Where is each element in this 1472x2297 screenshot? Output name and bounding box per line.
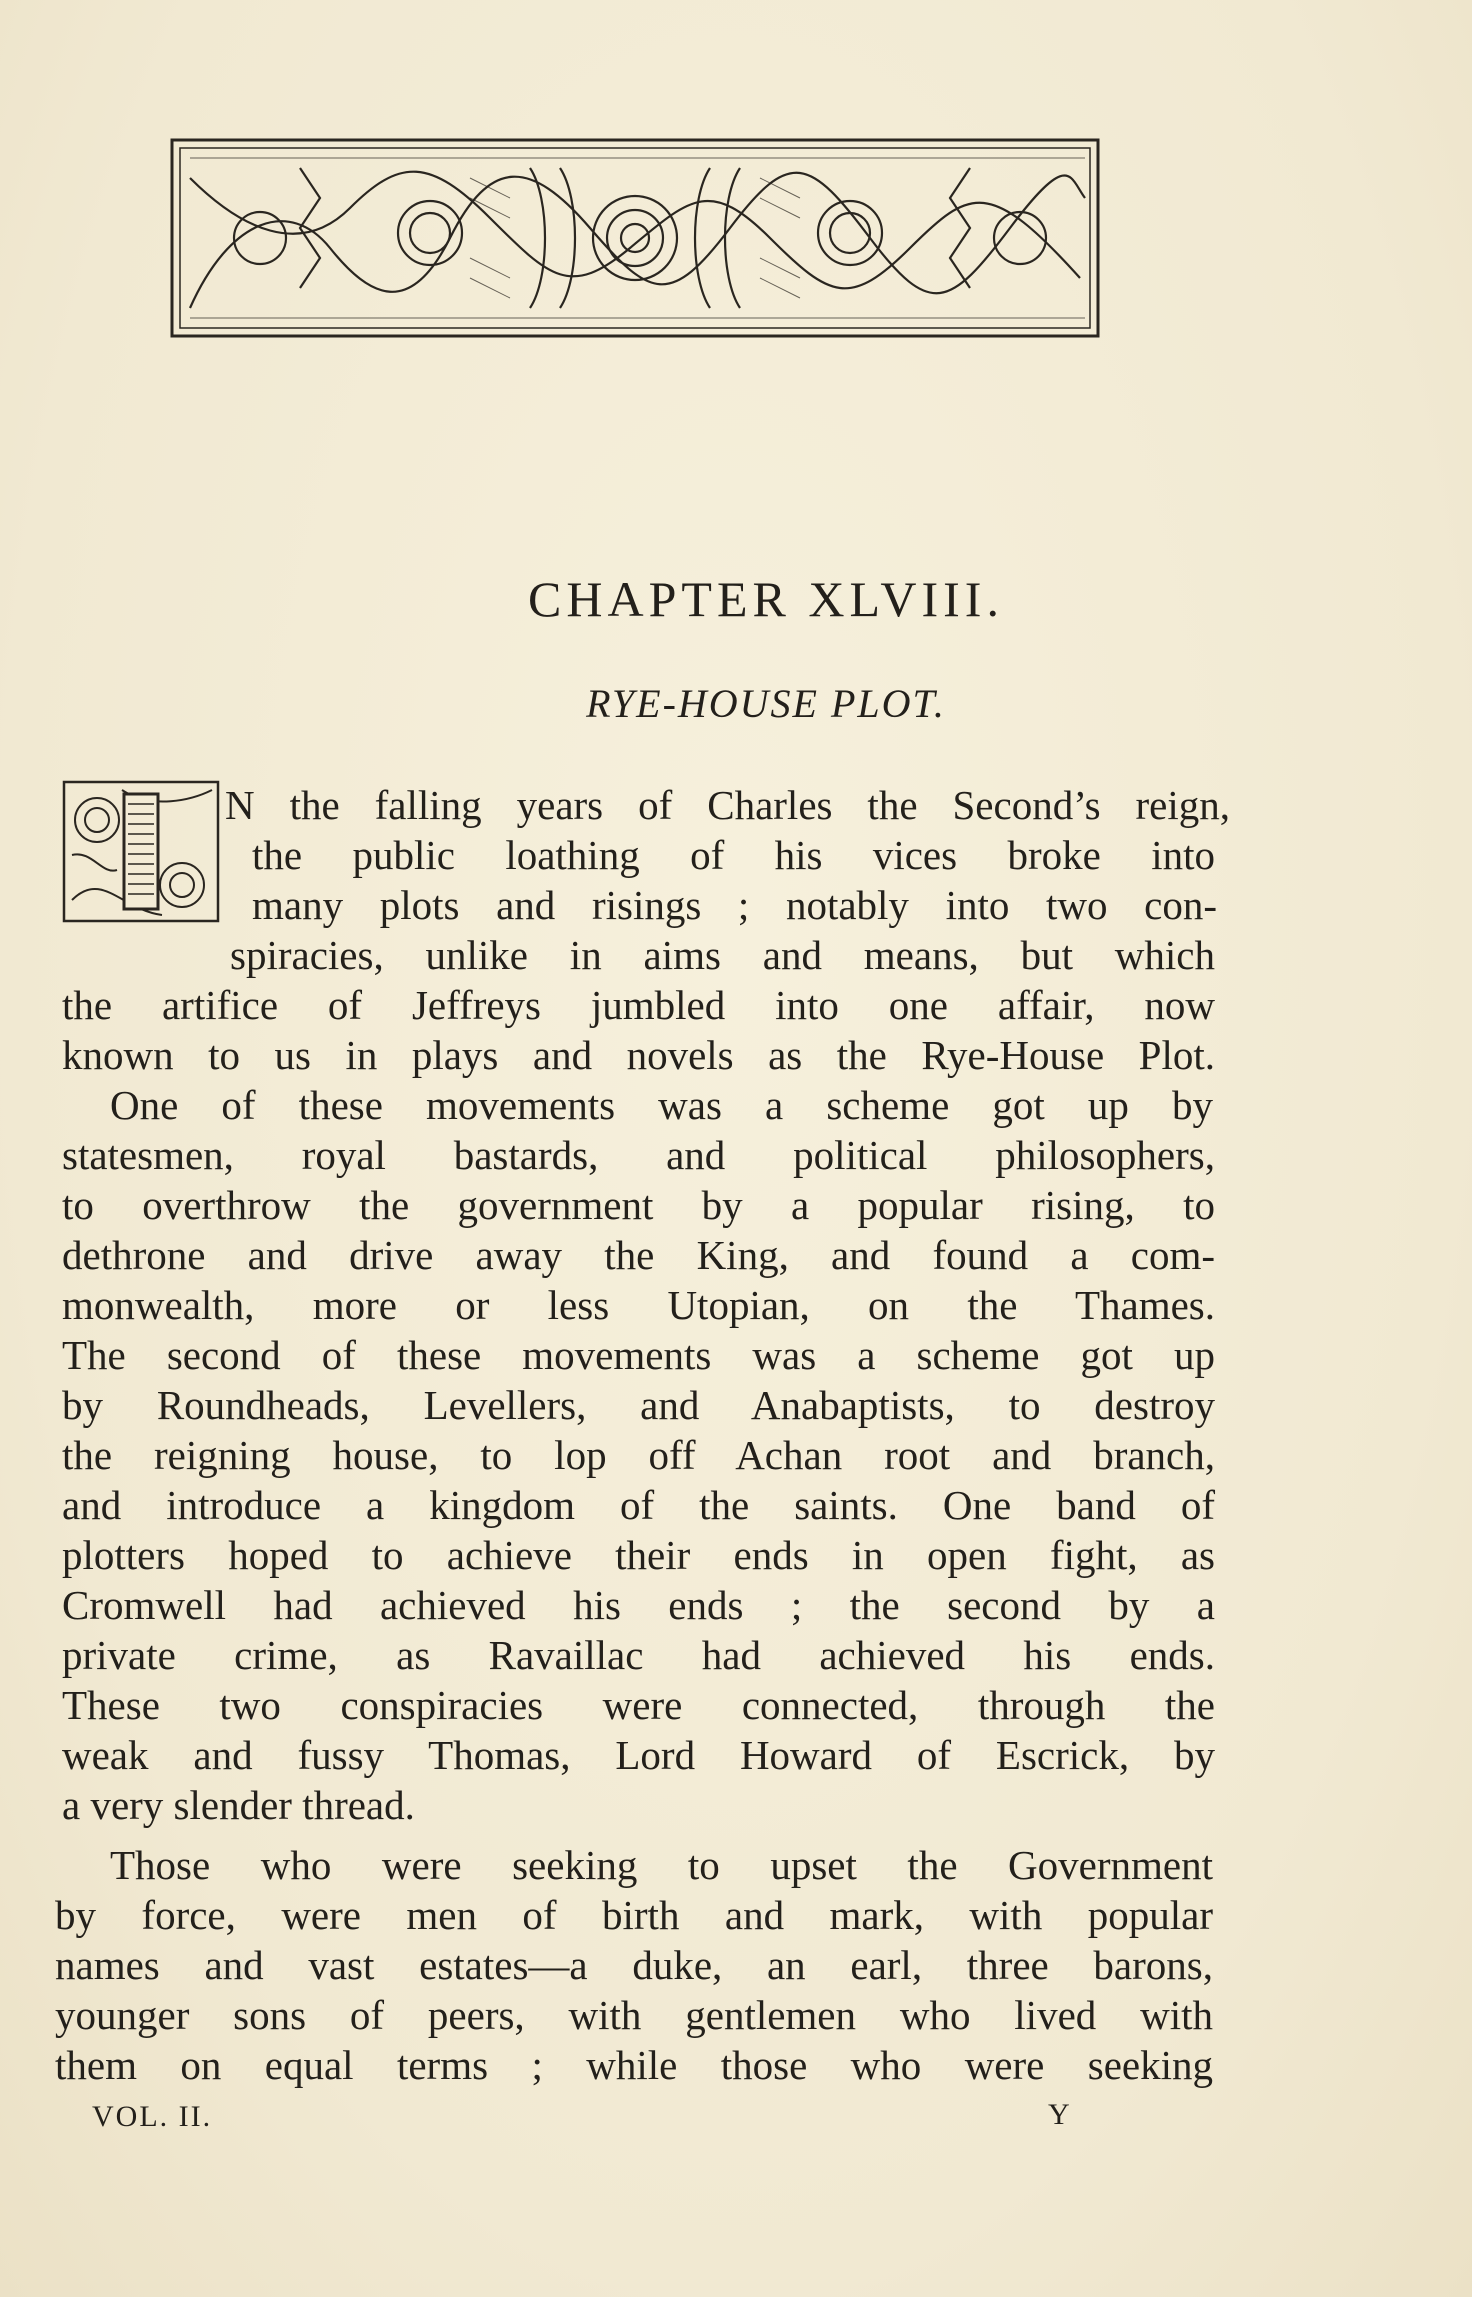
- text-line: These two conspiracies were connected, through the: [62, 1682, 1215, 1728]
- text-line: dethrone and drive away the King, and found a com-: [62, 1232, 1215, 1278]
- text-line: One of these movements was a scheme got up by: [110, 1082, 1213, 1128]
- text-line: and introduce a kingdom of the saints. One band of: [62, 1482, 1215, 1528]
- signature-mark: Y: [1048, 2098, 1070, 2131]
- text-line: the reigning house, to lop off Achan root and branch,: [62, 1432, 1215, 1478]
- chapter-title: CHAPTER XLVIII.: [528, 571, 1004, 627]
- text-line: younger sons of peers, with gentlemen who lived with: [55, 1992, 1213, 2038]
- text-line: the public loathing of his vices broke into: [252, 832, 1215, 878]
- text-line: known to us in plays and novels as the Rye-House Plot.: [62, 1032, 1215, 1078]
- text-line: by force, were men of birth and mark, with popular: [55, 1892, 1213, 1938]
- text-line: monwealth, more or less Utopian, on the Thames.: [62, 1282, 1215, 1328]
- text-line: spiracies, unlike in aims and means, but which: [230, 932, 1215, 978]
- text-line: The second of these movements was a scheme got up: [62, 1332, 1215, 1378]
- text-line: Cromwell had achieved his ends ; the second by a: [62, 1582, 1215, 1628]
- text-line: Those who were seeking to upset the Government: [110, 1842, 1213, 1888]
- text-line: the artifice of Jeffreys jumbled into one affair, now: [62, 982, 1215, 1028]
- text-line: to overthrow the government by a popular rising, to: [62, 1182, 1215, 1228]
- text-line: by Roundheads, Levellers, and Anabaptists, to destroy: [62, 1382, 1215, 1428]
- text-line: private crime, as Ravaillac had achieved his ends.: [62, 1632, 1215, 1678]
- text-line: plotters hoped to achieve their ends in open fight, as: [62, 1532, 1215, 1578]
- text-line: many plots and risings ; notably into two con-: [252, 882, 1217, 928]
- text-line: names and vast estates—a duke, an earl, three barons,: [55, 1942, 1213, 1988]
- text-line: them on equal terms ; while those who were seeking: [55, 2042, 1213, 2088]
- text-line: statesmen, royal bastards, and political philosophers,: [62, 1132, 1215, 1178]
- volume-number: VOL. II.: [92, 2100, 213, 2133]
- text-line: weak and fussy Thomas, Lord Howard of Escrick, by: [62, 1732, 1215, 1778]
- text-line: a very slender thread.: [62, 1782, 415, 1828]
- text-line: N the falling years of Charles the Second’s reign,: [225, 782, 1230, 828]
- chapter-subtitle: RYE-HOUSE PLOT.: [586, 681, 946, 726]
